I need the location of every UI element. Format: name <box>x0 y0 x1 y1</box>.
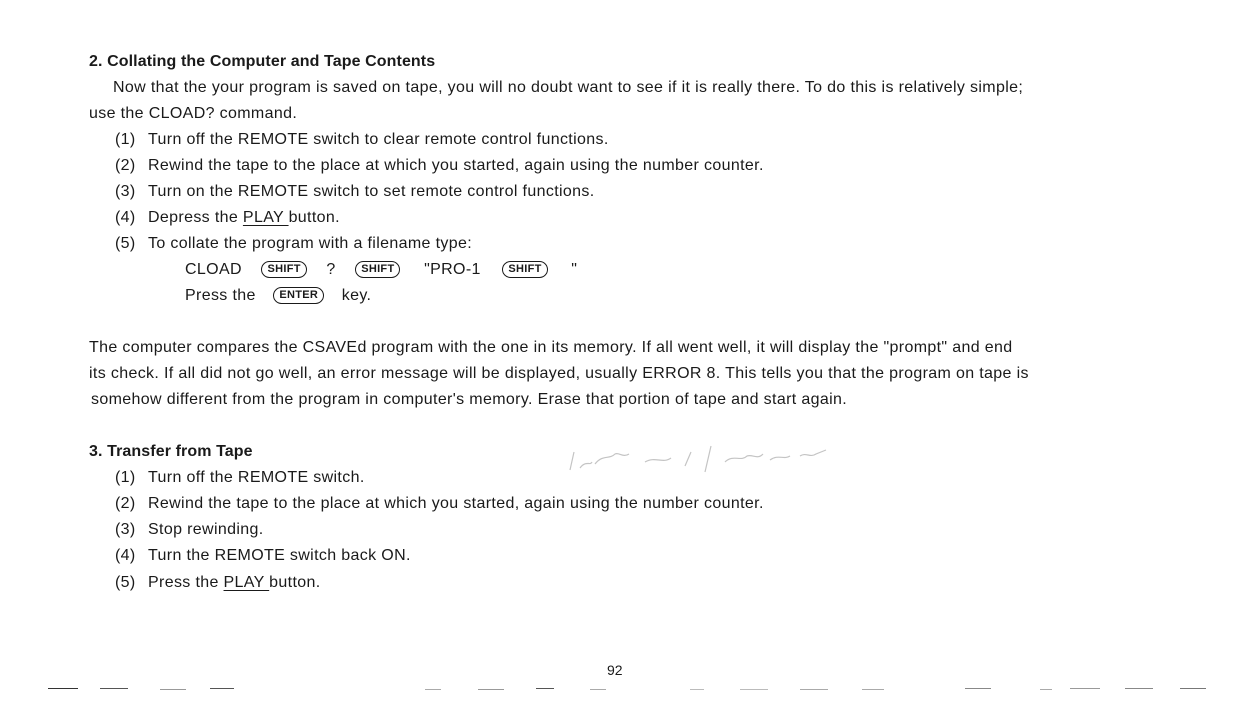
question-mark: ? <box>326 261 336 278</box>
press-enter-line <box>185 287 371 305</box>
step-number: (5) <box>115 235 136 252</box>
page-number: 92 <box>607 662 623 678</box>
step-text <box>148 209 340 227</box>
result-line-1: The computer compares the CSAVEd program with the one in its memory. If all went well, it will display the "prompt" and end <box>89 339 1013 356</box>
key-text: key. <box>341 287 372 304</box>
step-number: (3) <box>115 183 136 200</box>
result-line-2: its check. If all did not go well, an error message will be displayed, usually ERROR 8. This tells you that the program on tape is <box>89 365 1029 382</box>
shift-key: SHIFT <box>355 261 400 278</box>
step-number: (3) <box>115 521 136 538</box>
press-text: Press the <box>185 287 256 304</box>
step-text <box>148 574 321 592</box>
closing-quote: " <box>571 261 578 278</box>
cload-command-line <box>185 261 577 279</box>
shift-key: SHIFT <box>261 261 306 278</box>
section-2-heading: 2. Collating the Computer and Tape Contents <box>89 53 436 70</box>
step-text: Stop rewinding. <box>148 521 264 538</box>
step-text: To collate the program with a filename type: <box>148 235 473 252</box>
section-2-intro-line-1: Now that the your program is saved on tape, you will no doubt want to see if it is really there. To do this is relatively simple; <box>113 79 1024 96</box>
step-text: Rewind the tape to the place at which you started, again using the number counter. <box>148 495 764 512</box>
step-text-part: button. <box>269 574 321 591</box>
step-text-part: Depress the <box>148 209 243 226</box>
play-label: PLAY <box>242 209 289 226</box>
step-number: (1) <box>115 131 136 148</box>
result-line-3: somehow different from the program in computer's memory. Erase that portion of tape and start again. <box>91 391 848 408</box>
step-number: (4) <box>115 547 136 564</box>
step-number: (1) <box>115 469 136 486</box>
step-text: Turn on the REMOTE switch to set remote control functions. <box>148 183 595 200</box>
step-text: Turn the REMOTE switch back ON. <box>148 547 411 564</box>
step-text: Rewind the tape to the place at which you started, again using the number counter. <box>148 157 764 174</box>
play-label: PLAY <box>223 574 270 591</box>
step-text-part: Press the <box>148 574 224 591</box>
enter-key: ENTER <box>273 287 324 304</box>
section-3-heading: 3. Transfer from Tape <box>89 443 253 460</box>
step-number: (5) <box>115 574 136 591</box>
step-text-part: button. <box>288 209 340 226</box>
faint-scribble-mark <box>565 440 855 485</box>
section-2-intro-line-2: use the CLOAD? command. <box>89 105 298 122</box>
shift-key: SHIFT <box>502 261 547 278</box>
step-text: Turn off the REMOTE switch to clear remote control functions. <box>148 131 609 148</box>
step-number: (2) <box>115 157 136 174</box>
filename-text: "PRO-1 <box>424 261 481 278</box>
step-number: (2) <box>115 495 136 512</box>
cload-text: CLOAD <box>185 261 242 278</box>
step-text: Turn off the REMOTE switch. <box>148 469 365 486</box>
step-number: (4) <box>115 209 136 226</box>
